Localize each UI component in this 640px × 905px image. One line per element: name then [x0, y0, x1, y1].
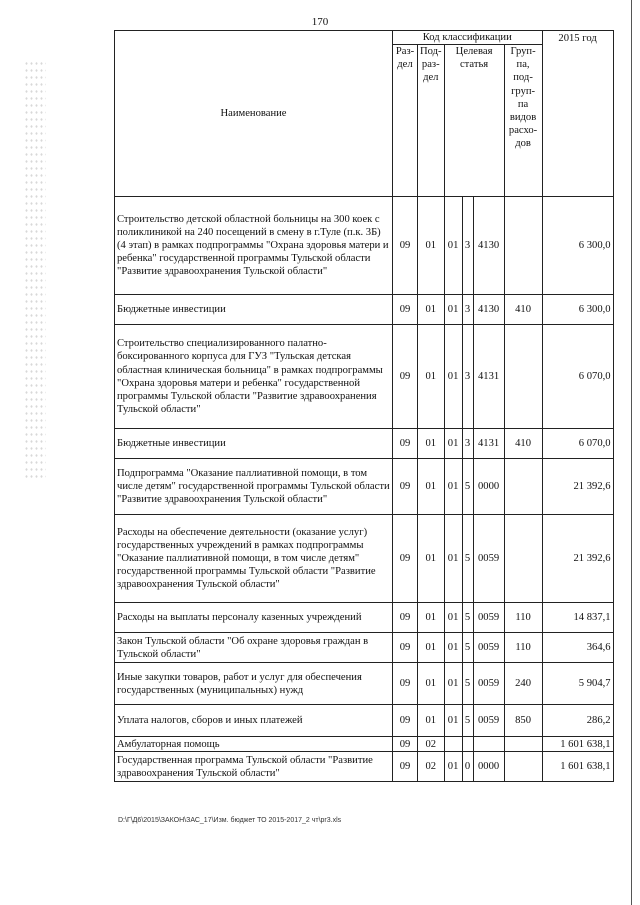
header-row-top [115, 31, 614, 45]
table-row [115, 705, 614, 737]
cell-expense-group [504, 325, 542, 429]
cell-target-program: 01 [444, 197, 462, 295]
cell-subsection: 01 [418, 663, 445, 705]
cell-section: 09 [393, 515, 418, 603]
cell-target-direction: 0059 [473, 515, 504, 603]
table-row [115, 325, 614, 429]
cell-target-subprogram: 3 [462, 429, 473, 459]
cell-section: 09 [393, 325, 418, 429]
budget-table [114, 30, 614, 782]
cell-name: Уплата налогов, сборов и иных платежей [115, 705, 393, 737]
cell-target-program: 01 [444, 752, 462, 782]
cell-expense-group [504, 459, 542, 515]
cell-target-direction [473, 737, 504, 752]
cell-amount: 1 601 638,1 [542, 752, 613, 782]
cell-amount: 364,6 [542, 633, 613, 663]
header-year: 2015 год [542, 31, 613, 197]
cell-target-subprogram [462, 737, 473, 752]
cell-section: 09 [393, 429, 418, 459]
cell-amount: 21 392,6 [542, 515, 613, 603]
cell-target-subprogram: 5 [462, 603, 473, 633]
cell-expense-group [504, 737, 542, 752]
cell-target-direction: 0059 [473, 705, 504, 737]
cell-name: Государственная программа Тульской области "Развитие здравоохранения Тульской области" [115, 752, 393, 782]
cell-subsection: 01 [418, 459, 445, 515]
cell-target-subprogram: 3 [462, 325, 473, 429]
cell-section: 09 [393, 663, 418, 705]
cell-amount: 6 300,0 [542, 197, 613, 295]
cell-subsection: 02 [418, 752, 445, 782]
cell-section: 09 [393, 603, 418, 633]
cell-target-program: 01 [444, 663, 462, 705]
cell-section: 09 [393, 197, 418, 295]
cell-name: Расходы на выплаты персоналу казенных учреждений [115, 603, 393, 633]
cell-target-program: 01 [444, 633, 462, 663]
cell-expense-group: 850 [504, 705, 542, 737]
header-name: Наименование [115, 31, 393, 197]
table-row [115, 737, 614, 752]
cell-subsection: 01 [418, 295, 445, 325]
cell-subsection: 01 [418, 429, 445, 459]
cell-target-subprogram: 5 [462, 633, 473, 663]
cell-target-subprogram: 3 [462, 295, 473, 325]
page-number: 170 [311, 16, 329, 28]
cell-target-direction: 0059 [473, 603, 504, 633]
cell-name: Строительство специализированного палатно-боксированного корпуса для ГУЗ "Тульская детская областная клиническая больница" в рамках подпрограммы "Охрана здоровья матери и ребенка" государственной программы Тульской области "Развитие здравоохранения Тульской области" [115, 325, 393, 429]
cell-target-direction: 0000 [473, 459, 504, 515]
cell-expense-group [504, 197, 542, 295]
cell-section: 09 [393, 459, 418, 515]
cell-name: Бюджетные инвестиции [115, 295, 393, 325]
scan-edge-noise [24, 60, 46, 480]
cell-expense-group: 110 [504, 603, 542, 633]
cell-expense-group: 110 [504, 633, 542, 663]
cell-amount: 1 601 638,1 [542, 737, 613, 752]
table-row [115, 633, 614, 663]
cell-target-subprogram: 3 [462, 197, 473, 295]
cell-name: Бюджетные инвестиции [115, 429, 393, 459]
cell-amount: 6 300,0 [542, 295, 613, 325]
cell-expense-group: 410 [504, 295, 542, 325]
cell-amount: 6 070,0 [542, 325, 613, 429]
cell-target-direction: 4130 [473, 197, 504, 295]
cell-target-program: 01 [444, 295, 462, 325]
header-expense-group: Груп- па, под- груп- па видов расхо- дов [504, 45, 542, 197]
table-row [115, 295, 614, 325]
cell-amount: 21 392,6 [542, 459, 613, 515]
cell-target-direction: 4130 [473, 295, 504, 325]
cell-expense-group [504, 752, 542, 782]
cell-subsection: 01 [418, 633, 445, 663]
cell-subsection: 01 [418, 705, 445, 737]
cell-subsection: 01 [418, 325, 445, 429]
cell-target-subprogram: 5 [462, 663, 473, 705]
table-row [115, 429, 614, 459]
cell-target-direction: 4131 [473, 325, 504, 429]
scan-edge-line [631, 0, 632, 905]
file-path-footer: D:\Г\Д6\2015\ЗАКОН\ЗАС_17\Изм. бюджет ТО 2015-2017_2 чт\pr3.xls [118, 817, 342, 824]
cell-subsection: 01 [418, 515, 445, 603]
cell-section: 09 [393, 752, 418, 782]
cell-target-subprogram: 5 [462, 515, 473, 603]
cell-name: Расходы на обеспечение деятельности (оказание услуг) государственных учреждений в рамках подпрограммы "Оказание паллиативной помощи, в том числе детям" государственной программы Тульской области "Развитие здравоохранения Тульской области" [115, 515, 393, 603]
cell-target-subprogram: 5 [462, 459, 473, 515]
cell-amount: 5 904,7 [542, 663, 613, 705]
table-row [115, 663, 614, 705]
cell-target-program: 01 [444, 515, 462, 603]
cell-target-direction: 0059 [473, 633, 504, 663]
table-row [115, 603, 614, 633]
cell-subsection: 01 [418, 197, 445, 295]
header-target-article: Целевая статья [444, 45, 504, 197]
cell-name: Строительство детской областной больницы на 300 коек с поликлиникой на 240 посещений в смену в г.Туле (п.к. 3Б) (4 этап) в рамках подпрограммы "Охрана здоровья матери и ребенка" государственной программы Тульской области "Развитие здравоохранения Тульской области" [115, 197, 393, 295]
cell-amount: 6 070,0 [542, 429, 613, 459]
cell-name: Амбулаторная помощь [115, 737, 393, 752]
cell-section: 09 [393, 737, 418, 752]
cell-target-program [444, 737, 462, 752]
table-row [115, 197, 614, 295]
cell-subsection: 01 [418, 603, 445, 633]
cell-target-direction: 0000 [473, 752, 504, 782]
cell-target-program: 01 [444, 325, 462, 429]
cell-target-subprogram: 0 [462, 752, 473, 782]
header-subsection: Под- раз- дел [418, 45, 445, 197]
header-section: Раз- дел [393, 45, 418, 197]
cell-section: 09 [393, 705, 418, 737]
cell-target-program: 01 [444, 705, 462, 737]
table-body [115, 197, 614, 782]
table-row [115, 459, 614, 515]
table-row [115, 515, 614, 603]
cell-target-subprogram: 5 [462, 705, 473, 737]
cell-target-program: 01 [444, 603, 462, 633]
cell-amount: 14 837,1 [542, 603, 613, 633]
cell-name: Подпрограмма "Оказание паллиативной помощи, в том числе детям" государственной программы Тульской области "Развитие здравоохранения Тульской области" [115, 459, 393, 515]
cell-expense-group [504, 515, 542, 603]
cell-section: 09 [393, 295, 418, 325]
table-row [115, 752, 614, 782]
cell-expense-group: 240 [504, 663, 542, 705]
cell-name: Закон Тульской области "Об охране здоровья граждан в Тульской области" [115, 633, 393, 663]
cell-expense-group: 410 [504, 429, 542, 459]
cell-subsection: 02 [418, 737, 445, 752]
cell-target-direction: 0059 [473, 663, 504, 705]
cell-target-program: 01 [444, 459, 462, 515]
header-classification: Код классификации [393, 31, 543, 45]
cell-section: 09 [393, 633, 418, 663]
cell-target-program: 01 [444, 429, 462, 459]
cell-amount: 286,2 [542, 705, 613, 737]
cell-name: Иные закупки товаров, работ и услуг для обеспечения государственных (муниципальных) нужд [115, 663, 393, 705]
cell-target-direction: 4131 [473, 429, 504, 459]
